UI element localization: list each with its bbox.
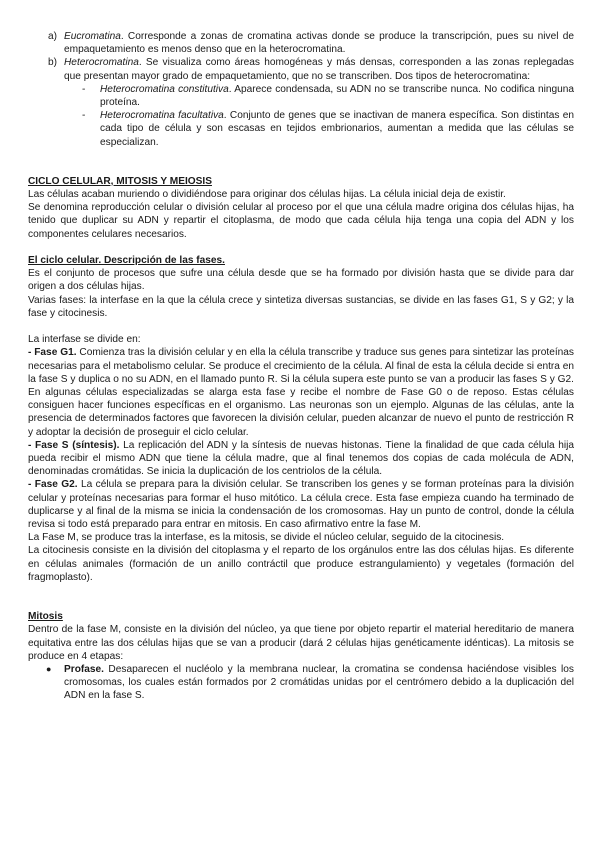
phase-g1 xyxy=(28,346,574,438)
list-marker: - xyxy=(82,83,86,95)
spacer xyxy=(28,241,574,254)
list-item-eucromatina xyxy=(28,30,574,56)
paragraph: La citocinesis consiste en la división del citoplasma y el reparto de los orgánulos entre las dos células hijas. Es diferente en células animales (formación de un anillo contráctil que produce estrangulamiento) y vegetales (formación del fragmoplasto). xyxy=(28,545,574,583)
section-heading-mitosis: Mitosis xyxy=(28,611,63,623)
list-item-heterocromatina xyxy=(28,56,574,82)
paragraph: La interfase se divide en: xyxy=(28,334,141,346)
spacer xyxy=(28,584,574,610)
paragraph: Dentro de la fase M, consiste en la división del núcleo, ya que tiene por objeto repartir el material hereditario de manera equitativa entre las dos células hijas que se van a producir (dará 2 células hijas genéticamente idénticas). La mitosis se produce en 4 etapas: xyxy=(28,624,574,662)
paragraph: Es el conjunto de procesos que sufre una célula desde que se ha formado por división hasta que se divide para dar origen a dos células hijas. xyxy=(28,268,574,293)
paragraph: Se denomina reproducción celular o división celular al proceso por el que una célula madre origina dos células hijas, ha tenido que duplicar su ADN y repartir el citoplasma, de modo que cada célula hija tenga una copia del ADN y los componentes celulares necesarios. xyxy=(28,202,574,240)
term-heterocromatina: Heterocromatina xyxy=(64,57,139,69)
phase-g1-text: Comienza tras la división celular y en ella la célula transcribe y traduce sus genes para sintetizar las proteínas necesarias para el metabolismo celular. Se produce el crecimiento de la célula. Al final de esta la célula decide si entra en la fase S y duplica o no su ADN, en el llamado punto R. Si la célula supera este punto se van a producir las fases S y G2. En algunas células especializadas se alarga esta fase y recibe el nombre de Fase G0 o de reposo. Estas células consiguen hacer funciones específicas en el organismo. Las neuronas son un ejemplo. Algunas de las células, ante la presencia de determinados factores que favorecen la división celular, pueden alcanzar de nuevo el punto de restricción R y adoptar la decisión de proseguir el ciclo celular. xyxy=(28,347,574,438)
definition-heterocromatina: . Se visualiza como áreas homogéneas y más densas, corresponden a las zonas replegadas que presentan mayor grado de empaquetamiento, que no se transcriben. Dos tipos de heterocromatina: xyxy=(64,57,574,82)
sublist-item-constitutiva xyxy=(28,83,574,109)
term-eucromatina: Eucromatina xyxy=(64,31,121,42)
phase-g2-label: - Fase G2. xyxy=(28,479,78,491)
list-marker: - xyxy=(82,110,86,122)
phase-g1-label: - Fase G1. xyxy=(28,347,77,359)
bullet-icon: ● xyxy=(46,663,52,674)
paragraph: Las células acaban muriendo o dividiéndose para originar dos células hijas. La célula inicial deja de existir. xyxy=(28,189,506,201)
bullet-text: Desaparecen el nucléolo y la membrana nuclear, la cromatina se condensa haciéndose visibles los cromosomas, los cuales están formados por 2 cromátidas unidas por el centrómero debido a la duplicación del ADN en la fase S. xyxy=(64,663,574,702)
list-marker: a) xyxy=(48,31,58,42)
definition-facultativa: . Conjunto de genes que se inactivan de manera específica. Son distintas en cada tipo de célula y son escasas en tejidos embrionarios, aumentan a medida que las células se especializan. xyxy=(100,110,574,148)
bullet-item-profase xyxy=(28,663,574,703)
spacer xyxy=(28,149,574,175)
definition-eucromatina: . Corresponde a zonas de cromatina activas donde se produce la transcripción, pues su nivel de empaquetamiento es menos denso que en la heterocromatina. xyxy=(64,31,574,56)
section-heading-fases: El ciclo celular. Descripción de las fases. xyxy=(28,255,225,267)
paragraph: Varias fases: la interfase en la que la célula crece y sintetiza diversas sustancias, se divide en las fases G1, S y G2; y la fase y citocinesis. xyxy=(28,294,574,319)
bullet-label: Profase. xyxy=(64,663,104,675)
term-constitutiva: Heterocromatina constitutiva xyxy=(100,83,229,95)
spacer xyxy=(28,320,574,333)
phase-g2-text: La célula se prepara para la división celular. Se transcriben los genes y se forman proteínas para la división celular y proteínas necesarias para formar el huso mitótico. La célula crece. Esta fase empieza cuando ha terminado de duplicarse y al final de la misma se inicia la condensación de los cromosomas. Hay un punto de control, donde la célula revisa si todo está preparado para entrar en mitosis. En caso afirmativo entre la fase M. xyxy=(28,479,574,531)
sublist-item-facultativa xyxy=(28,109,574,149)
phase-s-label: - Fase S (síntesis). xyxy=(28,439,120,451)
definition-constitutiva: . Aparece condensada, su ADN no se transcribe nunca. No codifica ninguna proteína. xyxy=(100,83,575,109)
term-facultativa: Heterocromatina facultativa xyxy=(100,110,224,122)
list-marker: b) xyxy=(48,57,58,69)
document-page xyxy=(28,30,574,703)
section-heading-ciclo: CICLO CELULAR, MITOSIS Y MEIOSIS xyxy=(28,175,212,187)
phase-s-text: La replicación del ADN y la síntesis de nuevas histonas. Tiene la finalidad de que cada célula hija pueda recibir el mismo ADN que tiene la célula madre, que al final tenemos dos copias de cada molécula de ADN, denominadas cromátidas. Se inicia la duplicación de los centriolos de la célula. xyxy=(28,439,575,478)
paragraph: La Fase M, se produce tras la interfase, es la mitosis, se divide el núcleo celular, seguido de la citocinesis. xyxy=(28,532,505,544)
phase-s xyxy=(28,439,574,479)
phase-g2 xyxy=(28,478,574,531)
